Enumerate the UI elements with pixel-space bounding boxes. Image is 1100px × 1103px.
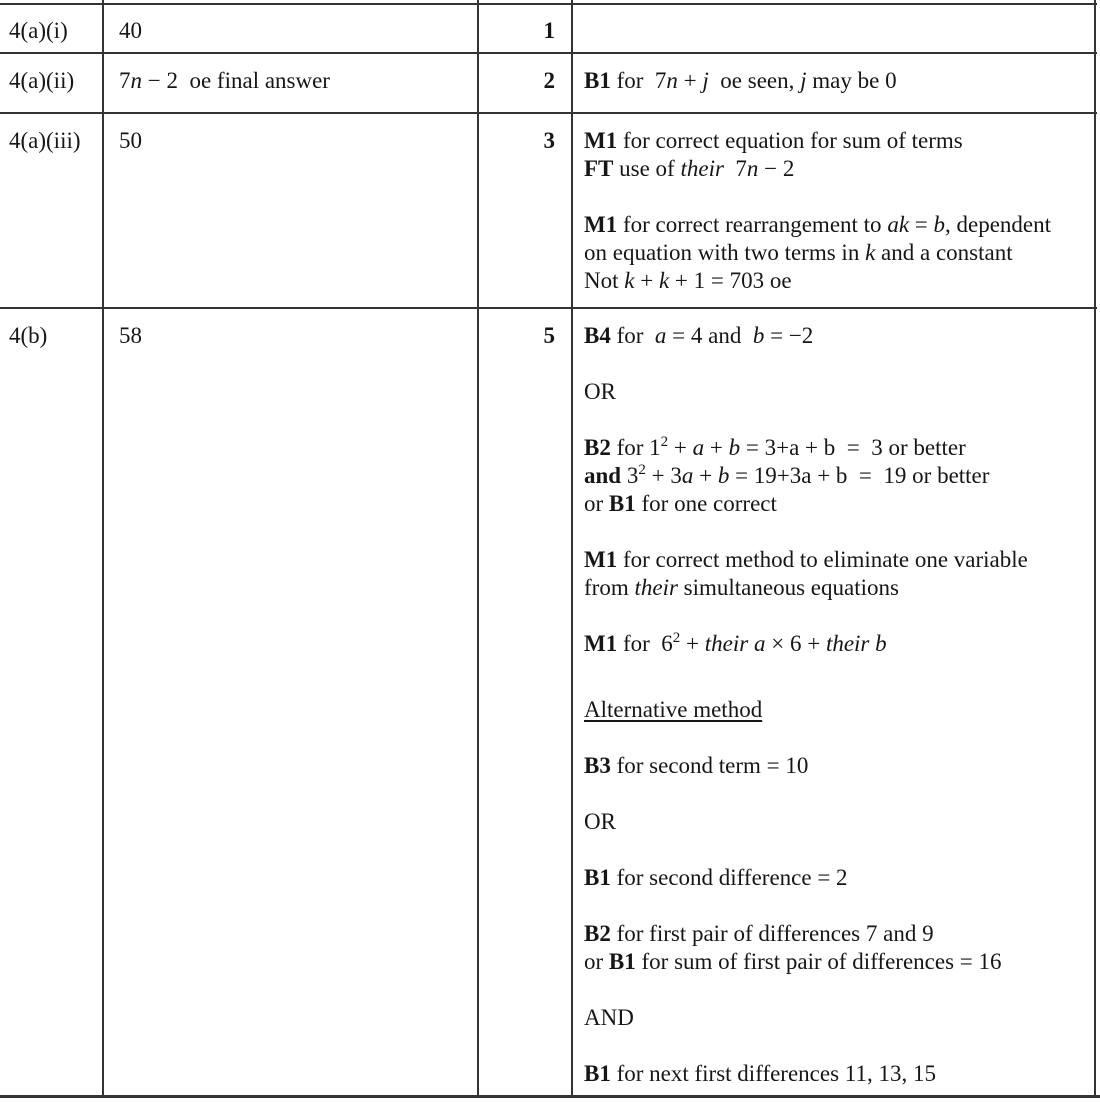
text-segment: OR [584,379,616,404]
partial-marks-paragraph [584,630,1096,658]
text-segment: for 7 [610,68,667,93]
text-segment: for second term = 10 [610,753,809,778]
text-segment: M1 [584,547,618,572]
text-segment: for one correct [635,491,777,516]
table-border-line [0,1095,1100,1098]
text-segment: 7 [723,156,747,181]
partial-marks-line [584,808,1096,836]
text-segment: for next first differences 11, 13, 15 [610,1061,936,1086]
partial-marks-line [584,864,1096,892]
text-segment: simultaneous equations [677,575,899,600]
table-border-line [477,0,479,1097]
partial-marks-paragraph [584,752,1096,780]
text-segment: B1 [608,949,636,974]
text-segment: for second difference = 2 [610,865,848,890]
text-segment: B3 [584,753,611,778]
partial-marks-line [584,267,1096,295]
text-segment: oe seen, [708,68,801,93]
partial-marks-paragraph [584,434,1096,518]
text-segment: OR [584,809,616,834]
text-segment: FT [584,156,614,181]
text-segment: for correct equation for sum of terms [617,128,963,153]
superscript-text: 2 [672,630,681,646]
text-segment: for correct method to eliminate one variable [617,547,1028,572]
text-segment: + [668,435,693,460]
partial-marks-cell [573,310,1100,1088]
marks-cell [479,310,571,350]
table-border-line [0,52,1097,54]
question-cell [0,55,102,95]
answer-text [119,17,477,45]
superscript-text: 2 [660,434,669,450]
partial-marks-paragraph [584,696,1096,724]
partial-marks-cell [573,5,1100,17]
text-segment: − 2 [758,156,795,181]
partial-marks-line [584,127,1096,155]
text-segment: their a [704,631,766,656]
text-segment: b [728,435,741,460]
question-cell [0,310,102,350]
partial-marks-line [584,67,1096,95]
text-segment: their b [825,631,887,656]
text-segment: + 3 [645,463,682,488]
text-segment: + 1 = 703 oe [669,268,792,293]
partial-marks-paragraph [584,1004,1096,1032]
partial-marks-line [584,1004,1096,1032]
question-number: 4(a)(i) [9,18,68,43]
text-segment: for first pair of differences 7 and 9 [610,921,934,946]
partial-marks-line [584,630,1096,658]
table-border-line [102,0,104,1097]
table-border-line [0,3,1097,5]
text-segment: on equation with two terms in [584,240,866,265]
text-segment: or [584,491,609,516]
text-segment: = [909,212,934,237]
text-segment: or [584,949,609,974]
table-border-line [1094,0,1096,1097]
partial-marks-line [584,752,1096,780]
text-segment: + [704,435,729,460]
partial-marks-line [584,322,1096,350]
partial-marks-paragraph [584,322,1096,350]
partial-marks-line [584,434,1096,462]
text-segment: a [692,435,705,460]
text-segment: n [746,156,759,181]
text-segment: M1 [584,212,618,237]
text-segment: b [752,323,765,348]
partial-marks-cell [573,55,1100,95]
marks-value: 5 [543,323,555,348]
answer-text [119,67,477,95]
question-cell [0,5,102,45]
answer-cell [104,310,477,350]
text-segment: B2 [584,921,611,946]
partial-marks-cell [573,115,1100,295]
text-segment: 50 [119,128,142,153]
partial-marks-line [584,490,1096,518]
text-segment: ak [887,212,910,237]
text-segment: − 2 oe final answer [142,68,330,93]
text-segment: + [693,463,718,488]
partial-marks-paragraph [584,864,1096,892]
partial-marks-line [584,920,1096,948]
table-border-line [571,0,573,1097]
text-segment: and a constant [875,240,1013,265]
text-segment: 58 [119,323,142,348]
text-segment: k [865,240,876,265]
question-number: 4(a)(iii) [9,128,81,153]
marks-cell [479,5,571,45]
text-segment: = 4 and [666,323,753,348]
partial-marks-line [584,1060,1096,1088]
text-segment: use of [613,156,681,181]
text-segment: a [654,323,667,348]
partial-marks-line [584,211,1096,239]
text-segment: and [584,463,622,488]
partial-marks-paragraph [584,808,1096,836]
text-segment: j [702,68,709,93]
marks-value: 3 [543,128,555,153]
partial-marks-paragraph [584,211,1096,295]
text-segment: k [624,268,635,293]
text-segment: B4 [584,323,611,348]
text-segment: Not [584,268,625,293]
text-segment: B1 [608,491,636,516]
answer-cell [104,5,477,45]
table-border-line [0,112,1097,114]
partial-marks-line [584,546,1096,574]
superscript-text: 2 [638,462,646,478]
question-cell [0,115,102,155]
partial-marks-paragraph [584,378,1096,406]
partial-marks-paragraph [584,67,1096,95]
table-border-line [0,307,1097,309]
marks-value: 1 [543,18,555,43]
marks-cell [479,115,571,155]
text-segment: for [610,323,655,348]
text-segment: M1 [584,128,618,153]
text-segment: b [717,463,730,488]
text-segment: k [658,268,670,293]
text-segment: for 1 [610,435,661,460]
text-segment: Alternative method [584,697,763,722]
text-segment: = −2 [764,323,814,348]
text-segment: 40 [119,18,142,43]
partial-marks-line [584,948,1096,976]
partial-marks-line [584,239,1096,267]
text-segment: B2 [584,435,611,460]
partial-marks-paragraph [584,546,1096,602]
text-segment: B1 [584,68,611,93]
answer-text [119,322,477,350]
answer-cell [104,55,477,95]
answer-cell [104,115,477,155]
text-segment: n [666,68,678,93]
text-segment: 7 [119,68,131,93]
text-segment: 3 [621,463,639,488]
text-segment: = 3+a + b = 3 or better [740,435,966,460]
text-segment: , dependent [945,212,1052,237]
marks-value: 2 [543,68,555,93]
answer-text [119,127,477,155]
partial-marks-paragraph [584,127,1096,183]
text-segment: + [677,68,703,93]
text-segment: b [933,212,946,237]
marks-cell [479,55,571,95]
text-segment: B1 [584,865,611,890]
text-segment: AND [584,1005,634,1030]
partial-marks-line [584,574,1096,602]
text-segment: n [130,68,142,93]
text-segment: = 19+3a + b = 19 or better [729,463,990,488]
text-segment: M1 [584,631,618,656]
text-segment: for 6 [617,631,673,656]
question-number: 4(a)(ii) [9,68,75,93]
text-segment: × 6 + [765,631,826,656]
question-number: 4(b) [9,323,48,348]
text-segment: for sum of first pair of differences = 16 [635,949,1002,974]
partial-marks-line [584,462,1096,490]
text-segment: B1 [584,1061,611,1086]
partial-marks-paragraph [584,920,1096,976]
text-segment: may be 0 [806,68,897,93]
partial-marks-line [584,696,1096,724]
text-segment: + [634,268,659,293]
partial-marks-line [584,378,1096,406]
text-segment: their [634,575,678,600]
partial-marks-paragraph [584,1060,1096,1088]
text-segment: + [680,631,705,656]
text-segment: for correct rearrangement to [617,212,888,237]
partial-marks-line [584,155,1096,183]
text-segment: a [681,463,694,488]
text-segment: j [800,68,807,93]
text-segment: their [680,156,724,181]
text-segment: from [584,575,635,600]
